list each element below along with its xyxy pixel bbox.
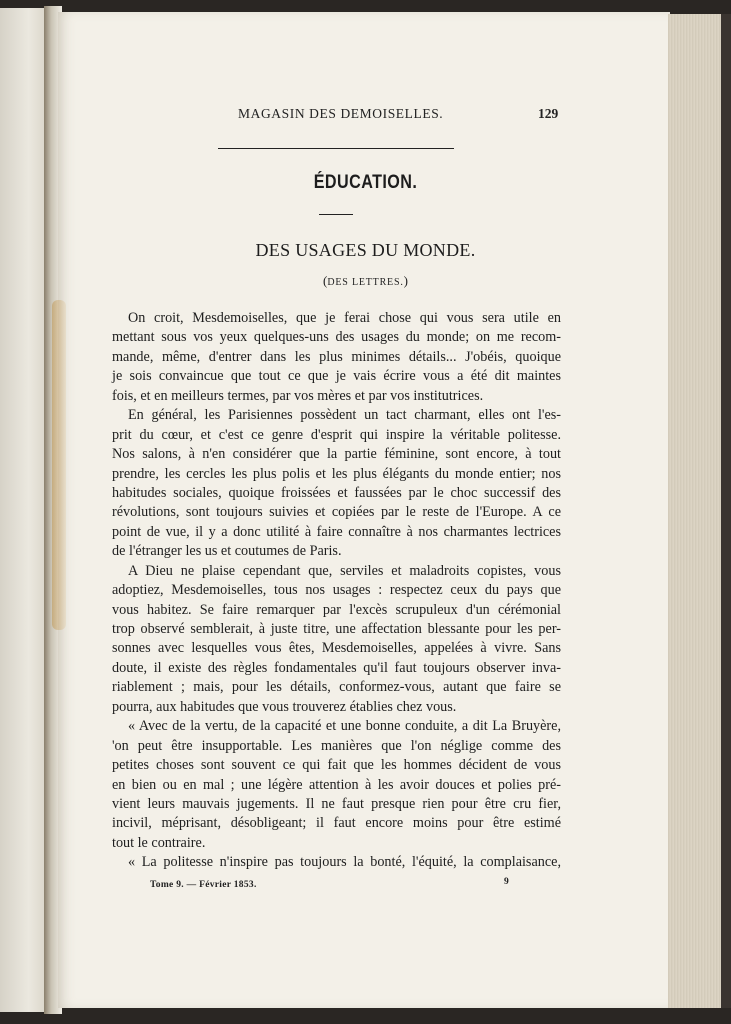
text-line: riablement ; mais, pour les détails, conformez-vous, autant que faire se <box>112 679 561 696</box>
subtitle-close-paren: ) <box>403 273 408 288</box>
text-line: vous habitez. Se faire remarquer par l'excès scrupuleux d'un cérémonial <box>112 601 561 618</box>
facing-page <box>0 8 48 1012</box>
text-line: trop observé semblerait, à juste titre, une affectation blessante pour les per- <box>112 621 561 637</box>
footer-signature: 9 <box>504 877 509 887</box>
text-line: doute, il existe des règles fondamentales qu'il faut toujours observer inva- <box>112 659 561 676</box>
header-rule <box>218 148 454 149</box>
subtitle-open-paren: ( <box>323 273 328 288</box>
text-line: fois, et en meilleurs termes, par vos mères et par vos institutrices. <box>112 387 484 404</box>
section-title: ÉDUCATION. <box>313 172 418 193</box>
page-number: 129 <box>538 106 559 121</box>
article-title: DES USAGES DU MONDE. <box>255 240 476 260</box>
text-line: mettant sous vos yeux quelques-uns des usages du monde; on me recom- <box>112 329 561 346</box>
subtitle-caps: DES LETTRES. <box>327 277 404 288</box>
article-body <box>112 309 561 873</box>
text-line: petites choses sont souvent ce qui fait que les hommes décident de vous <box>112 757 561 774</box>
text-line: prendre, les cercles les plus polis et les plus élégants du monde entier; nos <box>112 465 561 482</box>
text-line: « Avec de la vertu, de la capacité et une bonne conduite, a dit La Bruyère, <box>128 718 561 735</box>
text-line: en bien ou en mal ; une légère attention à les avoir douces et polies pré- <box>112 776 561 793</box>
footer-volume: Tome 9. — Février 1853. <box>150 880 257 890</box>
text-line: On croit, Mesdemoiselles, que je ferai chose qui vous sera utile en <box>128 310 561 326</box>
text-line: vient leurs mauvais jugements. Il ne faut presque rien pour être cru fier, <box>112 795 561 812</box>
article-subtitle <box>0 273 731 289</box>
text-line: adoptiez, Mesdemoiselles, tous nos usages : respectez ceux du pays que <box>112 582 561 599</box>
text-line: En général, les Parisiennes possèdent un tact charmant, elles ont l'es- <box>128 407 561 424</box>
title-rule <box>319 214 353 215</box>
text-line: point de vue, il y a donc utilité à faire connaître à nos charmantes lectrices <box>112 523 561 540</box>
text-line: pourra, aux habitudes que vous trouverez établies chez vous. <box>112 698 457 715</box>
page-edges <box>668 14 731 1008</box>
text-line: je sois convaincue que tout ce que je vais écrire vous a été dit maintes <box>112 368 561 385</box>
text-line: tout le contraire. <box>112 834 206 851</box>
text-line: prit du cœur, et c'est ce genre d'esprit qui inspire la véritable politesse. <box>112 426 561 443</box>
running-title: MAGASIN DES DEMOISELLES. <box>238 106 444 121</box>
text-line: A Dieu ne plaise cependant que, serviles et maladroits copistes, vous <box>128 562 561 579</box>
text-line: mande, même, d'entrer dans les plus minimes détails... J'obéis, quoique <box>112 348 561 365</box>
page-stain <box>52 300 66 630</box>
text-line: incivil, méprisant, désobligeant; il faut encore moins pour être estimé <box>112 815 561 832</box>
text-line: révolutions, sont toujours suivies et copiées par le reste de l'Europe. A ce <box>112 504 561 521</box>
text-line: Nos salons, à n'en considérer que la partie féminine, sont encore, à tout <box>112 446 561 463</box>
text-line: sonnes avec lesquelles vous êtes, Mesdemoiselles, appelées à vivre. Sans <box>112 640 561 657</box>
text-line: de l'étranger les us et coutumes de Paris. <box>112 543 342 560</box>
text-line: 'on peut être insupportable. Les manières que l'on néglige comme des <box>112 737 561 754</box>
text-line: « La politesse n'inspire pas toujours la bonté, l'équité, la complaisance, <box>128 854 561 871</box>
text-line: habitudes sociales, quoique froissées et faussées par le choc successif des <box>112 484 561 501</box>
